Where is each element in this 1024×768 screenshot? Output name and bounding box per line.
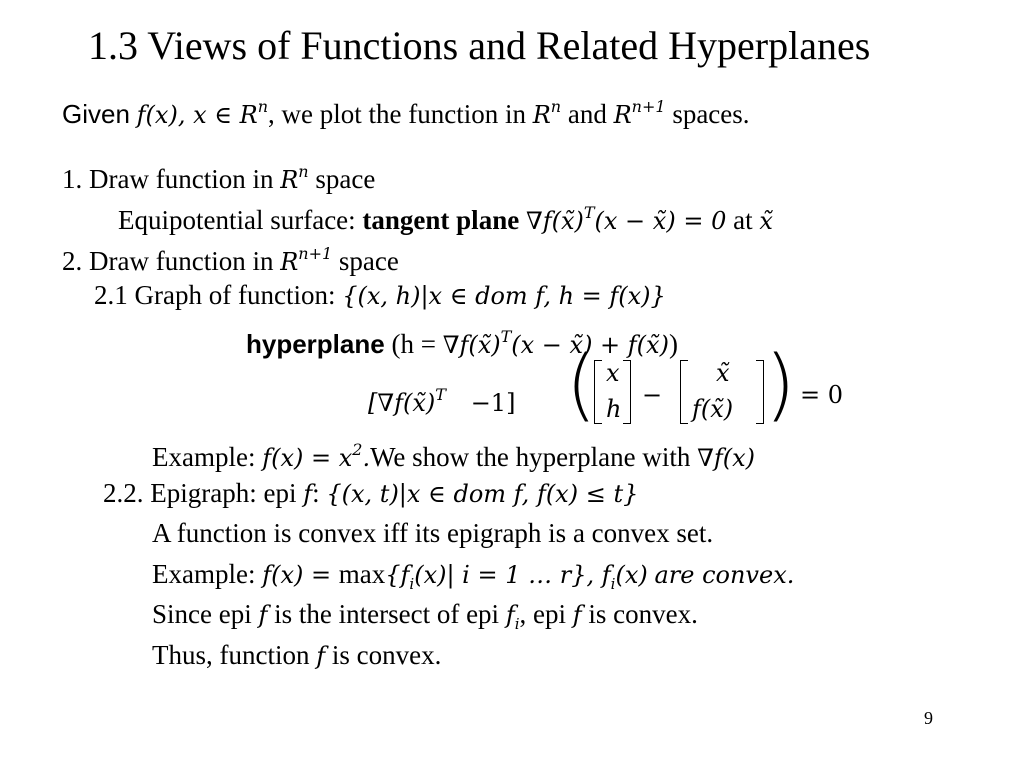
tangent-plane-label: tangent plane bbox=[362, 205, 520, 235]
item-2-1: 2.1 Graph of function: {(x, h)|x ∈ dom f, h = f(x)} bbox=[94, 280, 666, 310]
hyperplane-label: hyperplane bbox=[246, 329, 385, 359]
item-2-2: 2.2. Epigraph: epi f: {(x, t)|x ∈ dom f, f(x) ≤ t} bbox=[103, 478, 639, 508]
item-1: 1. Draw function in $R^n$ space bbox=[62, 162, 376, 194]
convex-statement: A function is convex iff its epigraph is a convex set. bbox=[152, 518, 714, 548]
epigraph-set-formula: {(x, t)|x ∈ dom f, f(x) ≤ t} bbox=[326, 480, 639, 508]
hyperplane-line: hyperplane (h = ∇f(x̃)$^T$(x − x̃) + f(x̃)) bbox=[246, 327, 678, 359]
slide-title: 1.3 Views of Functions and Related Hyperplanes bbox=[88, 23, 871, 68]
thus-line: Thus, function f is convex. bbox=[152, 640, 442, 670]
graph-set-formula: {(x, h)|x ∈ dom f, h = f(x)} bbox=[342, 282, 666, 310]
intro-plot: , we plot the function in bbox=[268, 99, 526, 129]
intro-line: Given f(x), x ∈ $R^n$, we plot the function in $R^n$ and $R^{n+1}$ spaces. bbox=[62, 97, 750, 129]
intro-formula: f(x), x ∈ R bbox=[136, 101, 258, 129]
page-number: 9 bbox=[924, 708, 933, 728]
example-1: Example: $f(x) = x^2.We$ show the hyperplane with ∇f(x) bbox=[152, 440, 755, 472]
example-2: Example: $f(x) = \max\{f_i(x)|$ i = 1 … r}, $f_i(x)$ are convex. bbox=[152, 559, 795, 593]
item-2: 2. Draw function in $R^{n+1}$ space bbox=[62, 244, 399, 276]
since-line: Since epi f is the intersect of epi $f_i$, epi f is convex. bbox=[152, 599, 698, 633]
intro-given: Given bbox=[62, 99, 130, 129]
item-1-sub: Equipotential surface: tangent plane ∇f(x̃)$^T$(x − x̃) = 0 at x̃ bbox=[118, 203, 773, 235]
